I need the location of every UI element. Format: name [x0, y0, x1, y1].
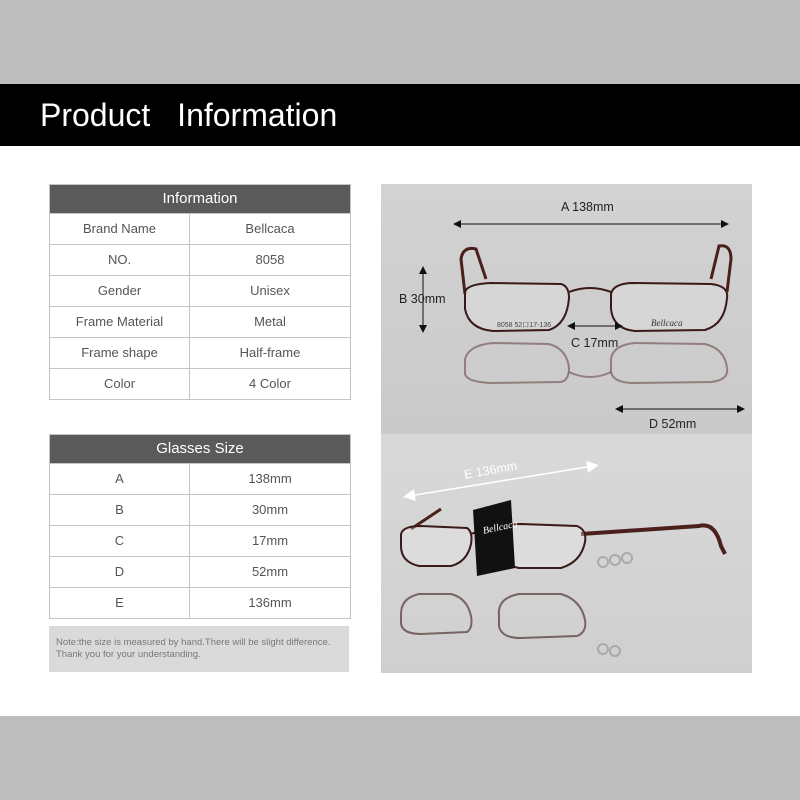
- row-value: Metal: [254, 314, 286, 329]
- page-title: Product Information: [40, 97, 338, 133]
- note-text: Note:the size is measured by hand.There will be slight difference. Thank you for your understanding.: [56, 637, 331, 660]
- row-label: B: [50, 495, 190, 525]
- angled-view-photo: [381, 434, 752, 673]
- information-table-title: Information: [50, 185, 350, 213]
- row-value: Unisex: [250, 283, 290, 298]
- table-row: [50, 587, 350, 618]
- right-lens-reflection: [499, 594, 586, 638]
- brand-tag: [473, 500, 515, 576]
- bridge-reflection: [569, 372, 611, 377]
- table-row: [50, 213, 350, 244]
- dimension-e-label: E 136mm: [463, 458, 519, 482]
- row-value: 17mm: [251, 533, 289, 548]
- bottom-gray-band: [0, 716, 800, 800]
- row-value: 138mm: [248, 471, 292, 486]
- information-table: [49, 184, 351, 400]
- row-label: Color: [50, 369, 190, 399]
- temple-print: 8058 52口17-136: [497, 322, 552, 329]
- measurement-note: [49, 626, 349, 672]
- row-value: Half-frame: [239, 345, 301, 360]
- row-value: 4 Color: [249, 376, 291, 391]
- row-value: 52mm: [251, 564, 289, 579]
- row-label: Frame Material: [50, 307, 190, 337]
- glasses-angled-illustration: [381, 434, 752, 673]
- hinge-ornament-reflection: [610, 646, 620, 656]
- row-value: 30mm: [251, 502, 289, 517]
- brand-tag-text: Bellcaca: [482, 518, 519, 537]
- glasses-size-table: [49, 434, 351, 619]
- row-value: Bellcaca: [245, 221, 295, 236]
- table-row: [50, 337, 350, 368]
- row-label: C: [50, 526, 190, 556]
- right-temple: [581, 525, 725, 554]
- hinge-ornament: [622, 553, 632, 563]
- row-value: 8058: [255, 252, 285, 267]
- hinge-ornament: [598, 557, 608, 567]
- row-label: Frame shape: [50, 338, 190, 368]
- table-row: [50, 525, 350, 556]
- dimension-b-label: B 30mm: [399, 292, 446, 306]
- dimension-d-label: D 52mm: [649, 417, 697, 431]
- hinge-ornament: [610, 555, 620, 565]
- row-label: A: [50, 464, 190, 494]
- row-label: Gender: [50, 276, 190, 306]
- table-row: [50, 368, 350, 399]
- dimension-a-label: A 138mm: [561, 200, 614, 214]
- table-row: [50, 275, 350, 306]
- bridge: [569, 288, 611, 292]
- lens-brand-print: Bellcaca: [651, 318, 683, 328]
- table-row: [50, 244, 350, 275]
- row-label: E: [50, 588, 190, 618]
- table-row: [50, 306, 350, 337]
- glasses-size-table-title: Glasses Size: [50, 435, 350, 463]
- left-lens: [401, 526, 472, 566]
- row-label: NO.: [50, 245, 190, 275]
- row-label: Brand Name: [50, 214, 190, 244]
- row-label: D: [50, 557, 190, 587]
- table-row: [50, 494, 350, 525]
- table-row: [50, 463, 350, 494]
- left-lens-reflection: [465, 343, 569, 383]
- dimension-c-label: C 17mm: [571, 336, 619, 350]
- top-gray-band: [0, 0, 800, 84]
- table-row: [50, 556, 350, 587]
- glasses-front-illustration: [381, 184, 752, 434]
- row-value: 136mm: [248, 595, 292, 610]
- hinge-ornament-reflection: [598, 644, 608, 654]
- right-lens-reflection: [611, 343, 727, 383]
- left-lens-reflection: [401, 594, 472, 634]
- front-view-photo: [381, 184, 752, 434]
